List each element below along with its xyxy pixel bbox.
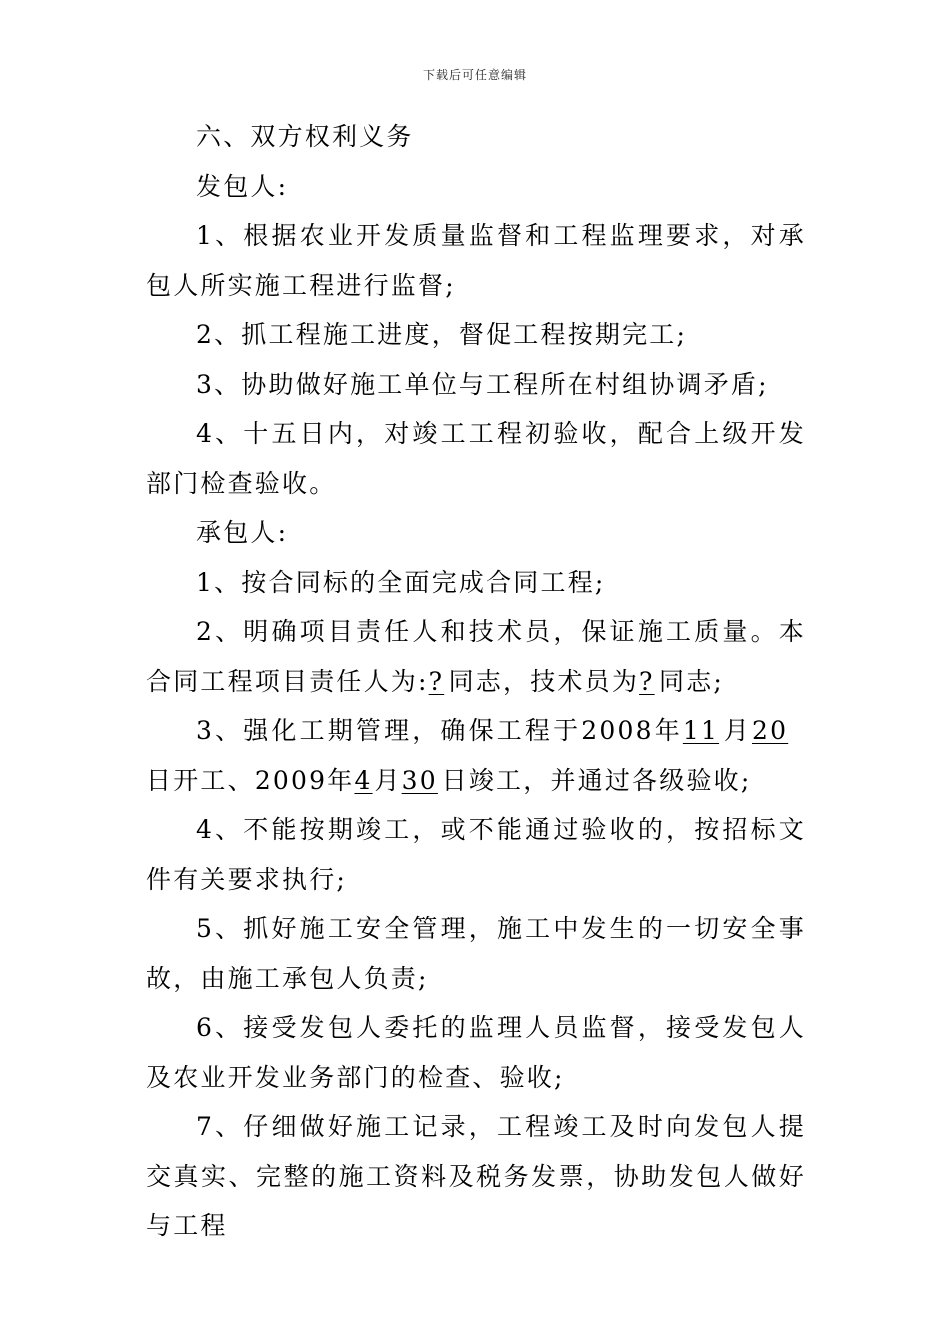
contractor-item-7: 7、仔细做好施工记录，工程竣工及时向发包人提交真实、完整的施工资料及税务发票，协助发包人做好与工程 [146,1112,806,1240]
start-day: 20 [752,716,789,745]
end-day: 30 [401,765,438,795]
contractor-item-4: 4、不能按期竣工，或不能通过验收的，按招标文件有关要求执行; [146,815,806,894]
employer-item-2: 2、抓工程施工进度，督促工程按期完工; [196,320,688,349]
end-year: 2009 [254,765,328,795]
contractor-heading: 承包人: [196,518,289,547]
end-month: 4 [354,765,373,795]
item2-text-a: 2、明确项目责任人和技术员，保证施工质量。本合同工程项目责任人为: [146,617,806,696]
contractor-item-5: 5、抓好施工安全管理，施工中发生的一切安全事故，由施工承包人负责; [146,914,806,993]
manager-blank: ? [428,666,445,696]
employer-item-1: 1、根据农业开发质量监督和工程监理要求，对承包人所实施工程进行监督; [146,221,806,300]
day-label-1: 日开工、 [146,765,255,795]
item2-text-c: 同志; [659,666,725,696]
month-label-1: 月 [722,716,752,745]
start-month: 11 [682,716,720,745]
item3-text-b: 日竣工，并通过各级验收; [441,765,752,795]
start-year: 2008 [581,716,654,745]
contractor-item-1: 1、按合同标的全面完成合同工程; [196,567,606,597]
header-note: 下载后可任意编辑 [422,68,527,82]
employer-item-4: 4、十五日内，对竣工工程初验收，配合上级开发部门检查验收。 [146,419,806,498]
section-title: 六、双方权利义务 [196,122,414,151]
contractor-item-3 [146,706,806,805]
item2-text-b: 同志，技术员为 [448,666,640,696]
item3-text-a: 3、强化工期管理，确保工程于 [196,716,582,745]
tech-blank: ? [639,666,655,696]
year-label-1: 年 [653,716,683,745]
contractor-item-2 [146,607,806,706]
employer-item-3: 3、协助做好施工单位与工程所在村组协调矛盾; [196,369,769,399]
month-label-2: 月 [374,765,402,795]
year-label-2: 年 [327,765,355,795]
employer-heading: 发包人: [196,171,289,201]
document-body [146,112,806,1251]
contractor-item-6: 6、接受发包人委托的监理人员监督，接受发包人及农业开发业务部门的检查、验收; [146,1013,806,1092]
